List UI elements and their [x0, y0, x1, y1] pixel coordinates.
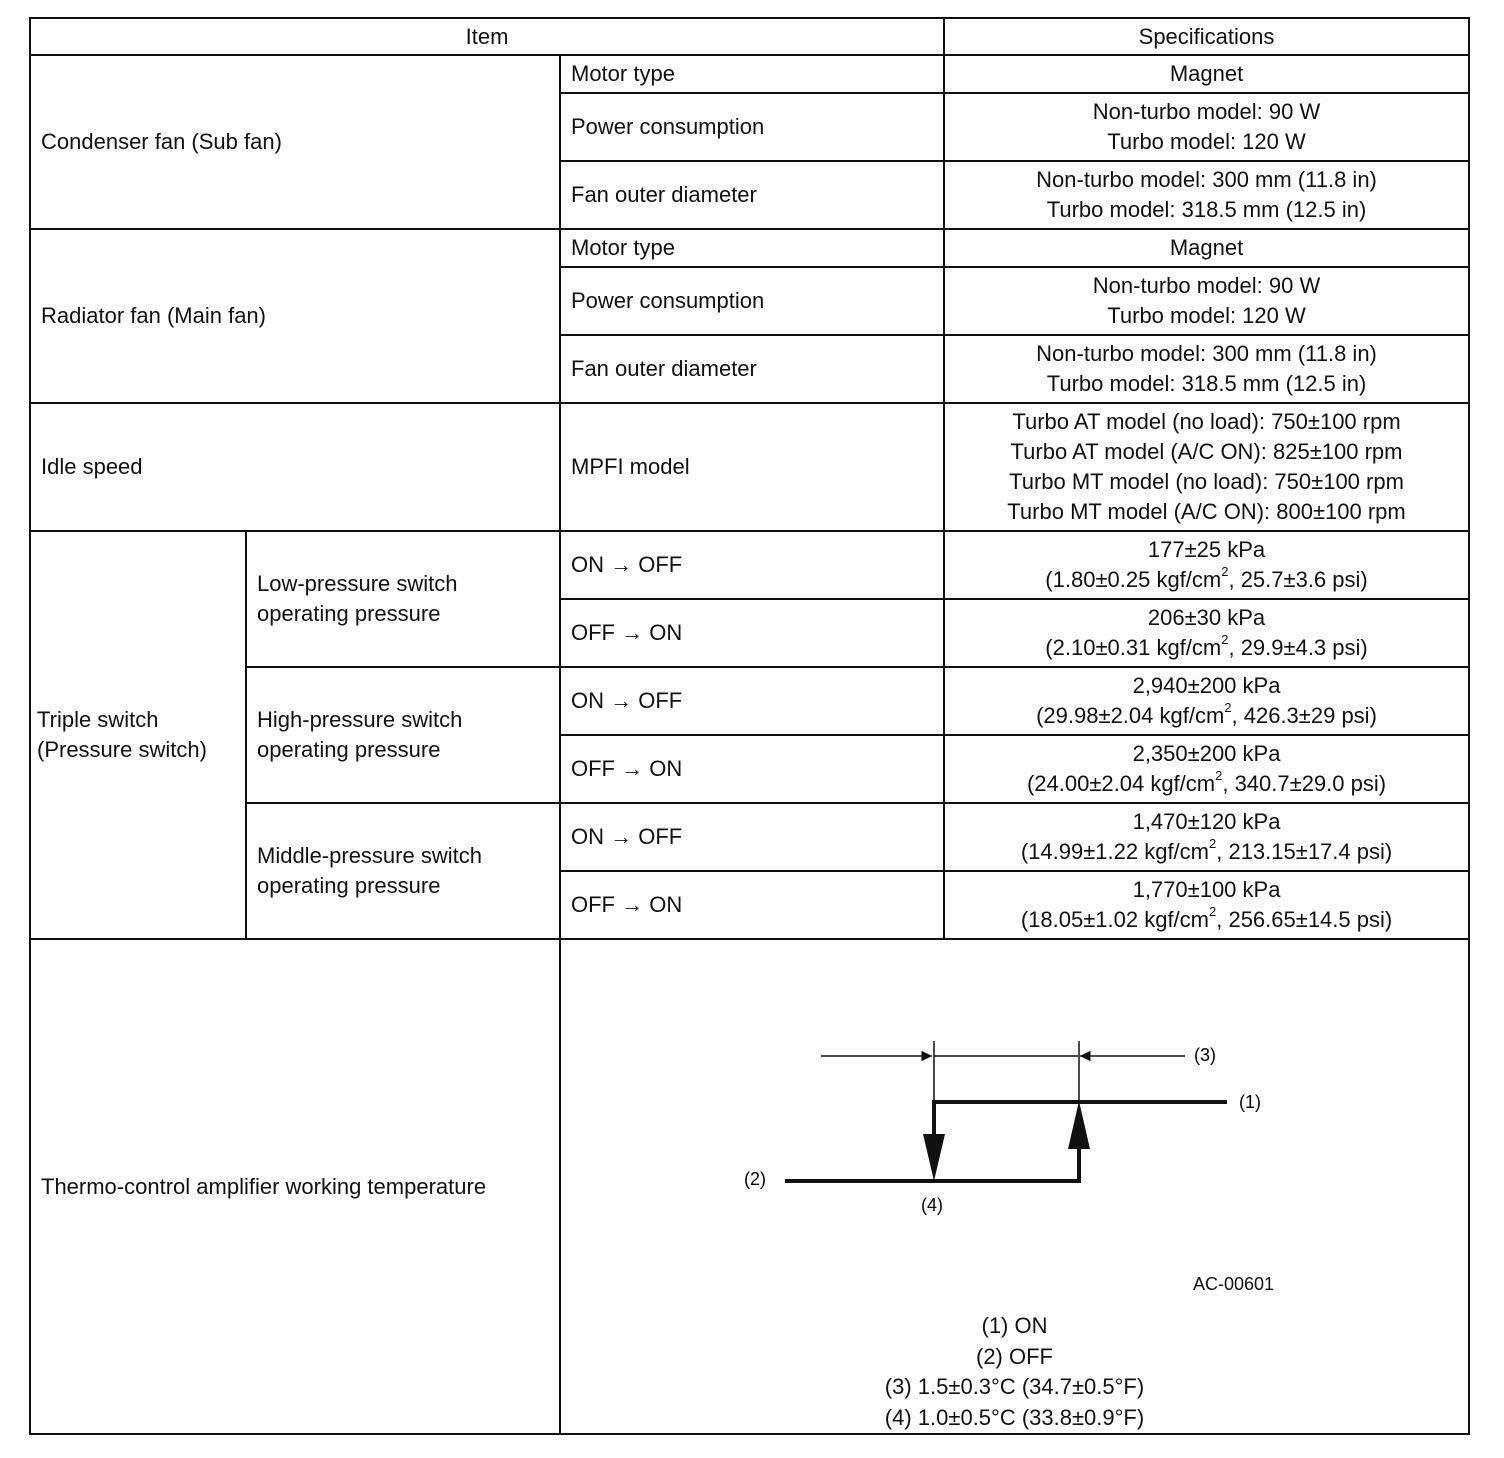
- value-line: Non-turbo model: 90 W: [1092, 99, 1321, 124]
- condenser-power-value: [944, 93, 1469, 161]
- low-off-on-value: [944, 599, 1469, 667]
- value-part: , 256.65±14.5 psi): [1216, 907, 1393, 932]
- value-line: 1,470±120 kPa: [1132, 809, 1281, 834]
- condenser-fan-label: Condenser fan (Sub fan): [30, 55, 560, 229]
- value-part: , 213.15±17.4 psi): [1216, 839, 1393, 864]
- label-line: operating pressure: [257, 737, 441, 762]
- condenser-power-label: Power consumption: [560, 93, 944, 161]
- legend-item: (3) 1.5±0.3°C (34.7±0.5°F): [884, 1374, 1145, 1399]
- value-part: (29.98±2.04 kgf/cm: [1036, 703, 1225, 728]
- header-specifications: Specifications: [944, 18, 1469, 55]
- value-line: [955, 633, 1458, 663]
- table-row: [30, 403, 1469, 531]
- middle-on-off-value: [944, 803, 1469, 871]
- high-off-on-label: OFF → ON: [560, 735, 944, 803]
- condenser-motor-type-label: Motor type: [560, 55, 944, 93]
- callout-2: (2): [744, 1169, 766, 1189]
- table-row: [30, 803, 1469, 871]
- value-part: , 29.9±4.3 psi): [1228, 635, 1368, 660]
- value-line: Turbo model: 318.5 mm (12.5 in): [1046, 197, 1367, 222]
- label-line: Low-pressure switch: [257, 571, 458, 596]
- table-row: [30, 229, 1469, 267]
- value-line: 177±25 kPa: [1147, 537, 1266, 562]
- label-line: operating pressure: [257, 873, 441, 898]
- value-line: 206±30 kPa: [1147, 605, 1266, 630]
- radiator-power-value: [944, 267, 1469, 335]
- hysteresis-diagram: [561, 941, 1468, 1432]
- value-line: Turbo AT model (no load): 750±100 rpm: [1012, 409, 1401, 434]
- value-line: 1,770±100 kPa: [1132, 877, 1281, 902]
- table-row: [30, 531, 1469, 599]
- middle-off-on-label: OFF → ON: [560, 871, 944, 939]
- value-part: (24.00±2.04 kgf/cm: [1026, 771, 1216, 796]
- table-row: [30, 55, 1469, 93]
- radiator-diameter-label: Fan outer diameter: [560, 335, 944, 403]
- legend-item: (2) OFF: [976, 1343, 1053, 1369]
- legend-item: (1) ON: [981, 1313, 1048, 1338]
- triple-switch-label: [30, 531, 246, 939]
- radiator-motor-type-value: Magnet: [944, 229, 1469, 267]
- table-row: [30, 939, 1469, 1434]
- condenser-diameter-value: [944, 161, 1469, 229]
- high-on-off-value: [944, 667, 1469, 735]
- radiator-power-label: Power consumption: [560, 267, 944, 335]
- value-line: Turbo model: 120 W: [1107, 129, 1306, 154]
- callout-3: (3): [1194, 1045, 1216, 1065]
- radiator-fan-label: Radiator fan (Main fan): [30, 229, 560, 403]
- value-part: (2.10±0.31 kgf/cm: [1045, 635, 1222, 660]
- value-line: Turbo AT model (A/C ON): 825±100 rpm: [1010, 439, 1403, 464]
- high-off-on-value: [944, 735, 1469, 803]
- condenser-diameter-label: Fan outer diameter: [560, 161, 944, 229]
- value-line: Non-turbo model: 300 mm (11.8 in): [1036, 167, 1377, 192]
- down-arrowhead: [923, 1134, 945, 1181]
- thermo-label: Thermo-control amplifier working temperature: [30, 939, 560, 1434]
- value-line: 2,350±200 kPa: [1132, 741, 1281, 766]
- header-item: Item: [30, 18, 944, 55]
- radiator-motor-type-label: Motor type: [560, 229, 944, 267]
- up-arrowhead: [1068, 1101, 1090, 1149]
- value-part: (18.05±1.02 kgf/cm: [1020, 907, 1209, 932]
- value-part: (1.80±0.25 kgf/cm: [1045, 567, 1222, 592]
- superscript: 2: [1224, 699, 1232, 715]
- value-line: 2,940±200 kPa: [1132, 673, 1281, 698]
- label-line: High-pressure switch: [257, 707, 463, 732]
- idle-speed-label: Idle speed: [30, 403, 560, 531]
- table-row: [30, 667, 1469, 735]
- superscript: 2: [1209, 835, 1217, 851]
- value-part: (14.99±1.22 kgf/cm: [1020, 839, 1209, 864]
- label-line: (Pressure switch): [37, 737, 207, 762]
- thermo-diagram-cell: [560, 939, 1469, 1434]
- specifications-table: [29, 17, 1470, 1435]
- superscript: 2: [1221, 631, 1229, 647]
- value-part: , 25.7±3.6 psi): [1228, 567, 1368, 592]
- callout-4: (4): [921, 1195, 943, 1215]
- low-on-off-label: ON → OFF: [560, 531, 944, 599]
- figure-code: AC-00601: [1193, 1274, 1275, 1294]
- label-line: Middle-pressure switch: [257, 843, 482, 868]
- value-line: Non-turbo model: 90 W: [1092, 273, 1321, 298]
- value-line: Turbo MT model (A/C ON): 800±100 rpm: [1007, 499, 1406, 524]
- low-off-on-label: OFF → ON: [560, 599, 944, 667]
- value-line: [955, 701, 1458, 731]
- condenser-motor-type-value: Magnet: [944, 55, 1469, 93]
- middle-on-off-label: ON → OFF: [560, 803, 944, 871]
- superscript: 2: [1221, 563, 1229, 579]
- diagram-legend: [561, 1311, 1468, 1433]
- middle-pressure-label: [246, 803, 560, 939]
- high-on-off-label: ON → OFF: [560, 667, 944, 735]
- middle-off-on-value: [944, 871, 1469, 939]
- low-pressure-label: [246, 531, 560, 667]
- superscript: 2: [1215, 767, 1223, 783]
- value-line: Turbo MT model (no load): 750±100 rpm: [1009, 469, 1404, 494]
- low-on-off-value: [944, 531, 1469, 599]
- radiator-diameter-value: [944, 335, 1469, 403]
- high-pressure-label: [246, 667, 560, 803]
- header-row: [30, 18, 1469, 55]
- value-line: [955, 837, 1458, 867]
- value-line: Non-turbo model: 300 mm (11.8 in): [1036, 341, 1377, 366]
- label-line: Triple switch: [37, 707, 159, 732]
- value-line: [955, 565, 1458, 595]
- value-line: Turbo model: 120 W: [1107, 303, 1306, 328]
- value-part: , 340.7±29.0 psi): [1222, 771, 1387, 796]
- superscript: 2: [1209, 903, 1217, 919]
- callout-1: (1): [1239, 1092, 1261, 1112]
- value-line: [955, 769, 1458, 799]
- value-line: Turbo model: 318.5 mm (12.5 in): [1046, 371, 1367, 396]
- legend-item: (4) 1.0±0.5°C (33.8±0.9°F): [884, 1404, 1145, 1430]
- value-part: , 426.3±29 psi): [1231, 703, 1377, 728]
- idle-speed-value: [944, 403, 1469, 531]
- value-line: [955, 905, 1458, 935]
- label-line: operating pressure: [257, 601, 441, 626]
- idle-speed-model: MPFI model: [560, 403, 944, 531]
